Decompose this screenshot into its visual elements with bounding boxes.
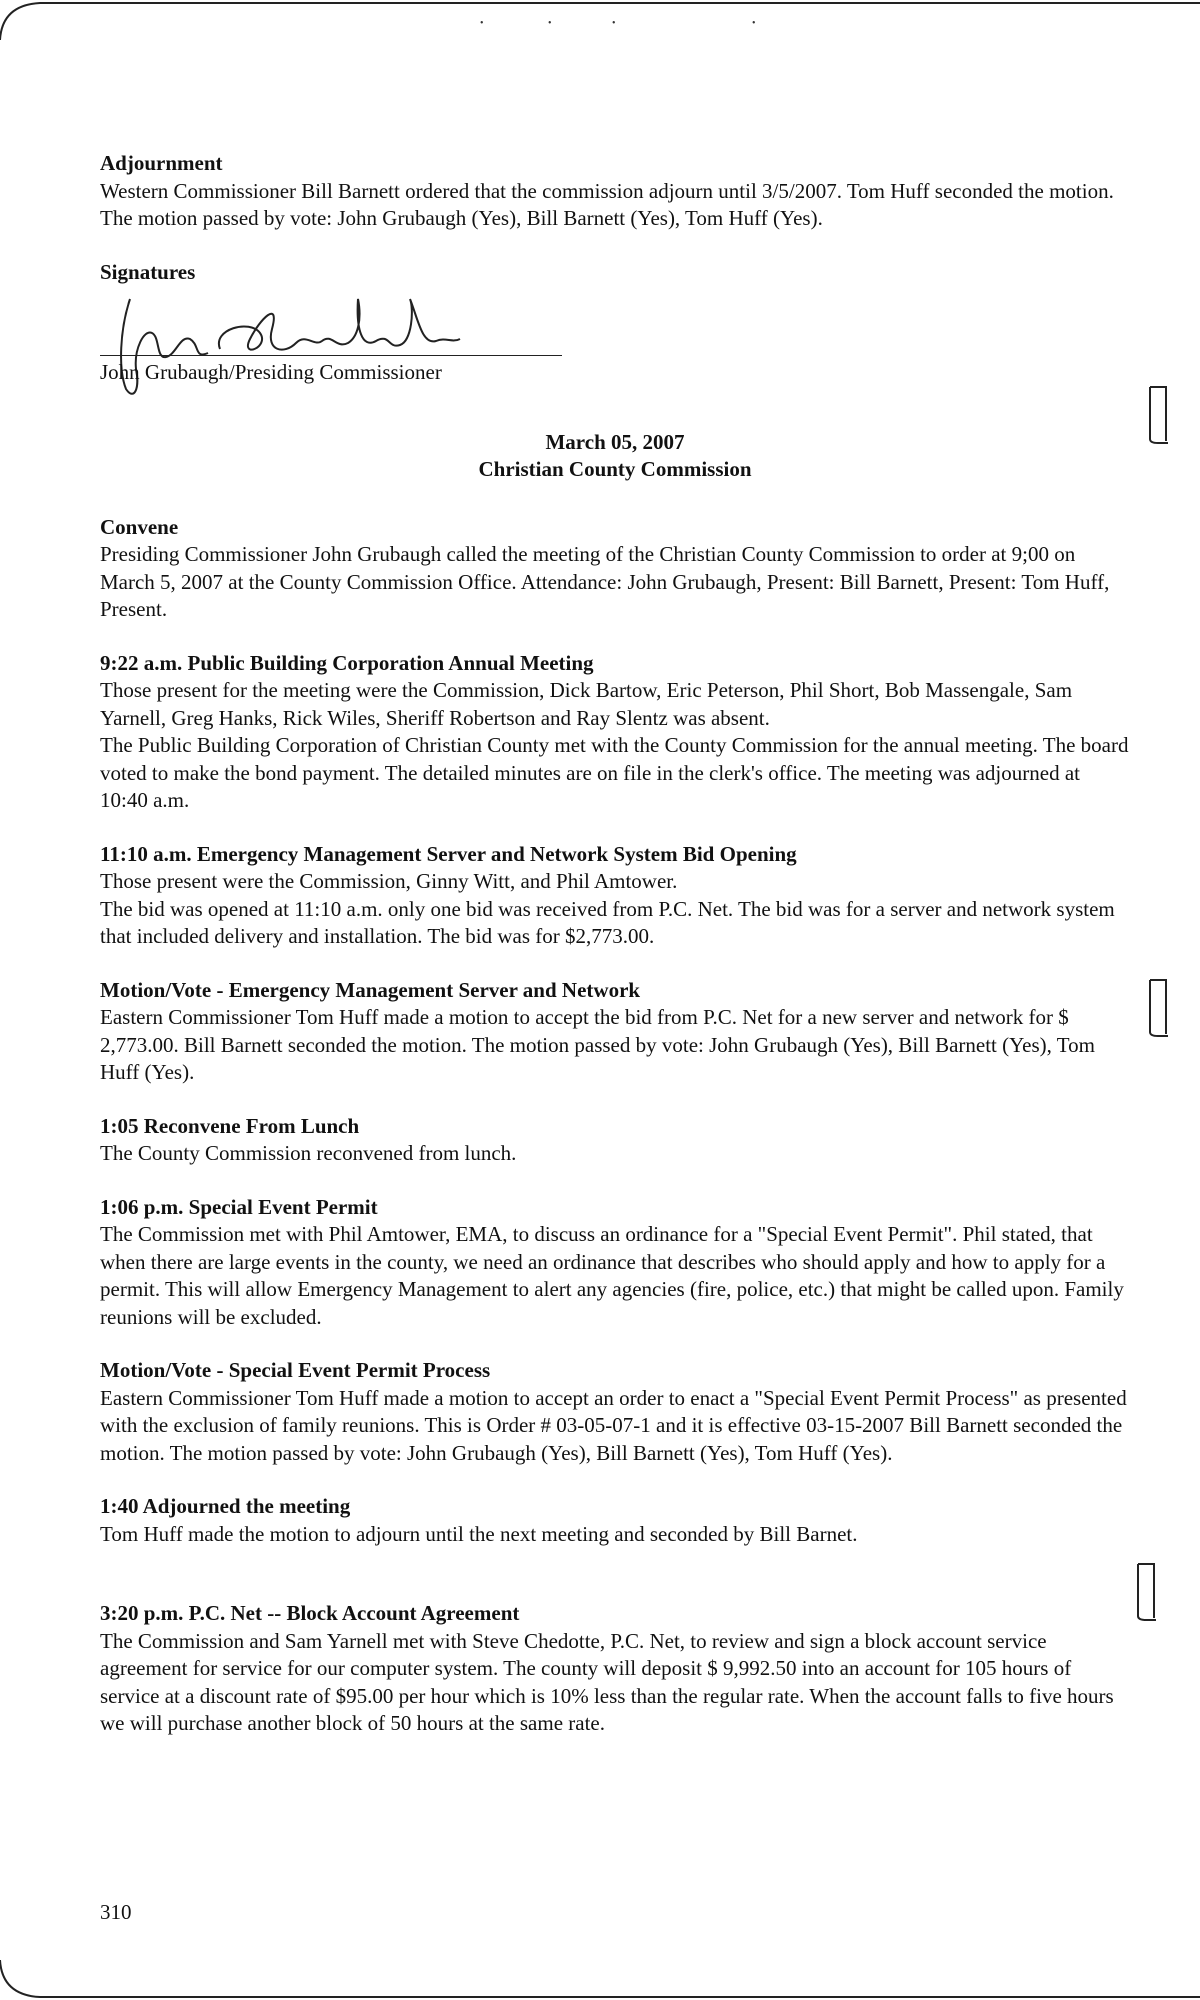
section-body: Western Commissioner Bill Barnett ordered that the commission adjourn until 3/5/2007. Tom Huff seconded the motion. The motion passed by vote: John Grubaugh (Yes), Bill Barnett (Yes), Tom Huff (Yes). [100,178,1114,230]
page-number: 310 [100,1900,132,1924]
section-heading: Motion/Vote - Emergency Management Server and Network [100,977,641,1002]
spacer [100,1574,1130,1600]
binder-tab-marker [1134,1562,1158,1622]
section-heading: Motion/Vote - Special Event Permit Process [100,1358,491,1382]
signatures-block [100,259,1130,399]
section-body: Those present for the meeting were the Commission, Dick Bartow, Eric Peterson, Phil Short, Bob Massengale, Sam Yarnell, Greg Hanks, Rick Wiles, Sheriff Robertson and Ray Slentz was absent. The Public Building Corporation of Christian County met with the County Commission for the annual meeting. The board voted to make the bond payment. The detailed minutes are on file in the clerk's office. The meeting was adjourned at 10:40 a.m. [100,678,1129,812]
section-body: The County Commission reconvened from lunch. [100,1141,517,1165]
handwritten-signature [100,289,520,409]
adjournment-section [100,150,1130,233]
section-body: Tom Huff made the motion to adjourn until the next meeting and seconded by Bill Barnet. [100,1521,858,1546]
scan-speck: • [612,18,616,29]
section-heading: 1:05 Reconvene From Lunch [100,1113,360,1138]
scan-speck: • [752,18,756,29]
minutes-section [100,514,1130,624]
section-heading: 11:10 a.m. Emergency Management Server and Network System Bid Opening [100,841,797,866]
section-heading: 1:40 Adjourned the meeting [100,1494,351,1518]
signature-line [100,355,562,356]
section-body: The Commission met with Phil Amtower, EMA, to discuss an ordinance for a "Special Event Permit". Phil stated, that when there are large events in the county, we need an ordinance that describes who should apply and how to apply for a permit. This will allow Emergency Management to alert any agencies (fire, police, etc.) that might be called upon. Family reunions will be excluded. [100,1222,1124,1329]
binder-tab-marker [1146,978,1170,1038]
section-heading: 9:22 a.m. Public Building Corporation Annual Meeting [100,650,594,675]
binder-tab-marker [1146,385,1170,445]
meeting-header [100,429,1130,484]
signature-caption: John Grubaugh/Presiding Commissioner [100,359,442,384]
scan-speck: • [480,18,484,29]
minutes-section [100,650,1130,815]
section-body: Those present were the Commission, Ginny Witt, and Phil Amtower. The bid was opened at 11:10 a.m. only one bid was received from P.C. Net. The bid was for a server and network system that included delivery and installation. The bid was for $2,773.00. [100,869,1115,948]
minutes-section [100,977,1130,1087]
section-heading: 3:20 p.m. P.C. Net -- Block Account Agreement [100,1601,520,1625]
minutes-section [100,1493,1130,1548]
signatures-heading: Signatures [100,259,196,284]
minutes-section [100,1600,1130,1738]
section-body: The Commission and Sam Yarnell met with Steve Chedotte, P.C. Net, to review and sign a block account service agreement for service for our computer system. The county will deposit $ 9,992.50 into an account for 105 hours of service at a discount rate of $95.00 per hour which is 10% less than the regular rate. When the account falls to five hours we will purchase another block of 50 hours at the same rate. [100,1628,1114,1735]
minutes-content [100,150,1130,1764]
meeting-body-name: Christian County Commission [478,457,752,481]
section-body: Eastern Commissioner Tom Huff made a motion to accept the bid from P.C. Net for a new server and network for $ 2,773.00. Bill Barnett seconded the motion. The motion passed by vote: John Grubaugh (Yes), Bill Barnett (Yes), Tom Huff (Yes). [100,1005,1095,1084]
minutes-section [100,1357,1130,1467]
minutes-section [100,841,1130,951]
meeting-date: March 05, 2007 [545,429,685,454]
scan-speck: • [548,18,552,29]
section-body: Eastern Commissioner Tom Huff made a motion to accept an order to enact a "Special Event Permit Process" as presented with the exclusion of family reunions. This is Order # 03-05-07-1 and it is effective 03-15-2007 Bill Barnett seconded the motion. The motion passed by vote: John Grubaugh (Yes), Bill Barnett (Yes), Tom Huff (Yes). [100,1385,1127,1465]
section-heading: Convene [100,514,179,539]
section-heading: Adjournment [100,151,223,175]
minutes-section [100,1194,1130,1332]
section-body: Presiding Commissioner John Grubaugh called the meeting of the Christian County Commission to order at 9;00 on March 5, 2007 at the County Commission Office. Attendance: John Grubaugh, Present: Bill Barnett, Present: Tom Huff, Present. [100,542,1110,621]
section-heading: 1:06 p.m. Special Event Permit [100,1194,378,1219]
minutes-section [100,1113,1130,1168]
